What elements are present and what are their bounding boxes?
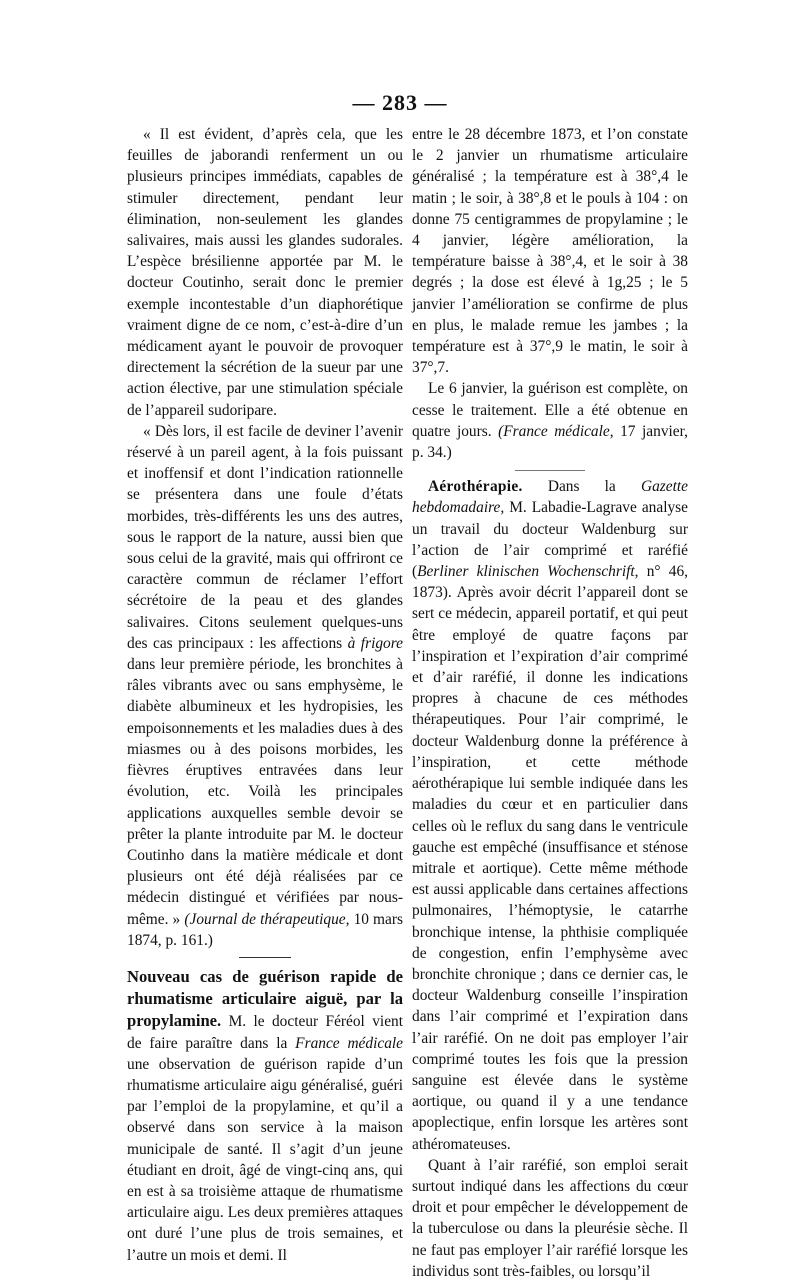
page-number: — 283 — <box>352 90 448 115</box>
italic-journal: Berliner klinischen Wochenschrift, <box>417 563 639 581</box>
section-title-aerotherapie: Aérothérapie. <box>428 478 523 496</box>
italic-journal: Gazette hebdomadaire, <box>412 478 688 517</box>
paragraph-cure <box>412 378 688 463</box>
paragraph-text: M. le docteur Féréol vient de faire paraître dans la <box>127 1013 403 1052</box>
paragraph-text: dans leur première période, les bronchites à râles vibrants avec ou sans emphysème, le diabète albumineux et les hydropisies, les empoisonnements et les maladies dues à des miasmes ou à des poisons morbides, les fièvres éruptives entravées dans leur évolution, etc. Voilà les principales applications auxquelles semble devoir se prêter la plante introduite par M. le docteur Coutinho dans la matière médicale et dont plusieurs ont été déjà réalisées par ce médecin distingué et vérifiées par nous-même. » <box>127 656 403 928</box>
citation-date: 10 mars 1874, p. 161.) <box>127 910 403 949</box>
paragraph-aerotherapie <box>412 476 688 1155</box>
paragraph-text: n° 46, 1873). Après avoir décrit l’appareil dont se sert ce médecin, appareil portatif, et qui peut être employé de quatre façons par l’inspiration et l’expiration d’air comprimé et d’air raréfié, il donne les indications propres à chacune de ces méthodes thérapeutiques. Pour l’air comprimé, le docteur Waldenburg donne la préférence à l’inspiration, et cette méthode aérothérapique lui semble indiquée dans les maladies du cœur et en particulier dans celles où le reflux du sang dans le ventricule gauche est empêché (insuffisance et sténose mitrale et aortique). Cette même méthode est aussi applicable dans certaines affections pulmonaires, l’hémoptysie, le catarrhe bronchique intense, la phthisie compliquée de congestion, enfin l’emphysème avec bronchite chronique ; dans ce dernier cas, le docteur Waldenburg conseille l’inspiration dans l’air comprimé et l’expiration dans l’air raréfié. On ne doit pas employer l’air comprimé toutes les fois que la pression sanguine est élevée dans le système aortique, ou quand il y a une tendance apoplectique, enfin lorsque les artères sont athéromateuses. <box>412 563 688 1153</box>
italic-journal: France médicale <box>295 1034 403 1052</box>
paragraph-text: M. Labadie-Lagrave analyse un travail du docteur Waldenburg sur l’action de l’air comprimé et raréfié ( <box>412 499 688 581</box>
paragraph-rhumatisme <box>127 966 403 1266</box>
paragraph-text: Dans la <box>547 478 616 496</box>
right-column <box>412 124 688 1282</box>
paragraph-text: une observation de guérison rapide d’un rhumatisme articulaire aigu généralisé, guéri par l’emploi de la propylamine, et qu’il a observé dans son service à la maison municipale de santé. Il s’agit d’un jeune étudiant en droit, âgé de vingt-cinq ans, qui en est à sa troisième attaque de rhumatisme articulaire aigu. Les deux premières attaques ont duré l’une plus de trois semaines, et l’autre un mois et demi. Il <box>127 1055 403 1264</box>
paragraph-treatment-course: entre le 28 décembre 1873, et l’on constate le 2 janvier un rhumatisme articulaire généralisé ; la température est à 38°,4 le matin ; le soir, à 38°,8 et le pouls à 104 : on donne 75 centigrammes de propylamine ; le 4 janvier, légère amélioration, la température baisse à 38°,4, et le soir à 38 degrés ; la dose est élevé à 1g,25 ; le 5 janvier l’amélioration se confirme de plus en plus, le malade remue les jambes ; la température est à 37°,9 le matin, le soir à 37°,7. <box>412 126 688 377</box>
section-divider <box>515 470 585 471</box>
citation-date: 17 janvier, p. 34.) <box>412 422 688 462</box>
citation-journal: (France médicale, <box>498 422 614 440</box>
paragraph-text: Le 6 janvier, la guérison est complète, on cesse le traitement. Elle a été obtenue en quatre jours. <box>412 380 688 440</box>
citation-journal: (Journal de thérapeutique, <box>184 910 350 928</box>
paragraph-jaborandi-future <box>127 421 403 951</box>
section-divider <box>239 957 291 958</box>
left-column <box>127 124 403 1266</box>
section-title-propylamine: Nouveau cas de guérison rapide de rhumatisme articulaire aiguë, par la propylamine. <box>127 966 403 1031</box>
paragraph-jaborandi-effects: « Il est évident, d’après cela, que les feuilles de jaborandi renferment un ou plusieurs principes immédiats, capables de stimuler directement, pendant leur élimination, non-seulement les glandes salivaires, mais aussi les glandes sudorales. L’espèce brésilienne apportée par M. le docteur Coutinho, serait donc le premier exemple incontestable d’un diaphorétique vraiment digne de ce nom, c’est-à-dire d’un médicament ayant le pouvoir de provoquer directement la sécrétion de la sueur par une action élective, par une stimulation spéciale de l’appareil sudoripare. <box>127 126 403 419</box>
paragraph-text: « Dès lors, il est facile de deviner l’avenir réservé à un pareil agent, à la fois puissant et inoffensif et dont l’indication rationnelle se présentera dans une foule d’états morbides, très-différents les uns des autres, sous le rapport de la nature, aussi bien que sous celui de la gravité, mais qui offriront ce caractère commun de réclamer l’effort sécrétoire de la peau et des glandes salivaires. Citons seulement quelques-uns des cas principaux : les affections <box>127 422 403 652</box>
italic-term: à frigore <box>347 634 403 652</box>
paragraph-air-rarefie: Quant à l’air raréfié, son emploi serait surtout indiqué dans les affections du cœur droit et pour empêcher le développement de la tuberculose ou dans la pleurésie sèche. Il ne faut pas employer l’air raréfié lorsque les individus sont très-faibles, ou lorsqu’il <box>412 1156 688 1280</box>
